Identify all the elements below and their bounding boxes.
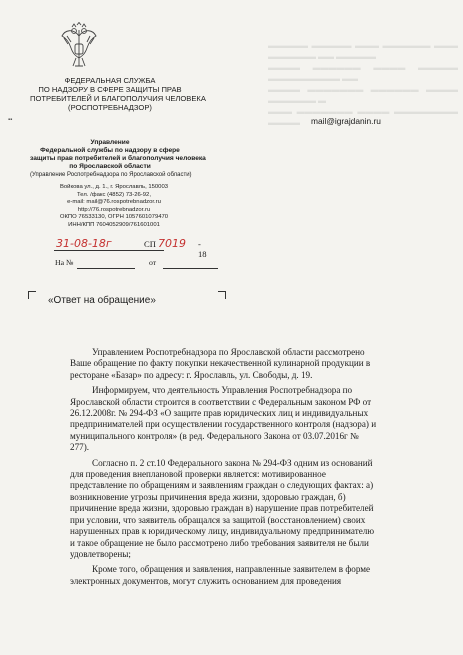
body-line: возникновение угрозы причинения вреда жизни, здоровью граждан, б) — [70, 491, 346, 502]
letter-subject: «Ответ на обращение» — [48, 295, 156, 306]
body-line: муниципального контроля» (в ред. Федерального Закона от 03.07.2016г № — [70, 430, 359, 441]
subject-bracket-right — [218, 291, 226, 299]
margin-mark: ▪▪ — [8, 117, 13, 123]
office-header — [30, 139, 206, 179]
office-header-line: защиты прав потребителей и благополучия человека — [30, 155, 206, 162]
body-line: нарушенных прав к юридическому лицу, индивидуальному предпринимателю — [70, 526, 375, 537]
body-line: предпринимателей при осуществлении государственного контроля (надзора) и — [70, 419, 377, 430]
agency-header-line: ПОТРЕБИТЕЛЕЙ И БЛАГОПОЛУЧИЯ ЧЕЛОВЕКА — [30, 94, 206, 103]
office-header-line: Управление — [90, 139, 130, 146]
office-short-name: (Управление Роспотребнадзора по Ярославской области) — [30, 172, 192, 178]
registration-suffix: - 18 — [198, 239, 207, 259]
office-header-line: Федеральной службы по надзору в сфере — [40, 147, 180, 154]
body-line: электронных документов, могут служить основанием для проведения — [70, 575, 342, 586]
registration-underline — [54, 250, 164, 251]
in-reply-to-label: На № — [55, 258, 74, 267]
agency-header — [30, 76, 206, 112]
reverse-side-show-through: ▬▬▬▬▬ ▬▬▬▬▬ ▬▬▬ ▬▬▬▬▬▬ ▬▬▬ ▬▬▬▬▬▬ ▬▬ ▬▬▬▬▬ ▬▬▬▬ ▬▬▬▬▬▬ ▬▬▬▬ ▬▬▬▬▬ ▬▬▬▬▬▬▬▬▬ ▬▬ ▬▬▬▬ ▬▬▬▬▬▬▬ ▬▬▬▬▬▬ ▬▬▬▬ ▬▬▬▬▬▬ ▬ ▬▬▬ ▬▬▬▬▬▬▬ ▬▬▬▬ ▬▬▬▬▬▬▬▬ ▬▬▬▬ — [268, 41, 458, 127]
body-line: Ярославской области строится в соответствии с Федеральным законом РФ от — [70, 396, 372, 407]
registration-date-handwritten: 31-08-18г — [56, 237, 112, 250]
body-line: Кроме того, обращения и заявления, направленные заявителем в форме — [92, 564, 371, 575]
subject-bracket-left — [28, 291, 36, 299]
outgoing-registration — [30, 237, 210, 259]
body-line: 26.12.2008г. № 294-ФЗ «О защите прав юридических лиц и индивидуальных — [70, 408, 369, 419]
office-address: Войкова ул., д. 1., г. Ярославль, 150003 — [59, 184, 169, 190]
office-okpo-ogrn: ОКПО 76533130, ОГРН 1057601079470 — [59, 214, 169, 221]
in-reply-to-date-blank — [163, 268, 218, 269]
body-line: и такое обращение не было рассмотрено либо требования заявителя не были — [70, 537, 369, 548]
body-line: Ваше обращение по факту покупки некачественной кулинарной продукции в — [70, 358, 371, 369]
body-line: Согласно п. 2 ст.10 Федерального закона № 294-ФЗ одним из оснований — [92, 457, 373, 468]
body-paragraph — [48, 564, 450, 587]
in-reply-to-number-blank — [77, 268, 135, 269]
office-header-line: по Ярославской области — [69, 163, 151, 170]
body-line: 277). — [70, 442, 90, 453]
office-phone: Тел. /факс (4852) 73-26-92, — [77, 191, 151, 198]
body-line: Управлением Роспотребнадзора по Ярославской области рассмотрено — [92, 347, 365, 357]
body-line: для проведения внеплановой проверки является: мотивированное — [70, 469, 326, 480]
body-line: при условии, что заявитель обращался за защитой (восстановлением) своих — [70, 514, 366, 525]
registration-prefix: СП — [144, 239, 156, 249]
body-line: причинение вреда жизни, здоровью граждан в) нарушение прав потребителей — [70, 503, 374, 514]
body-paragraph — [48, 458, 450, 561]
recipient-email: mail@igrajdanin.ru — [311, 116, 381, 126]
agency-header-line: ПО НАДЗОРУ В СФЕРЕ ЗАЩИТЫ ПРАВ — [38, 85, 182, 94]
agency-header-line: (РОСПОТРЕБНАДЗОР) — [68, 103, 152, 112]
office-inn-kpp: ИНН/КПП 7604052909/761601001 — [68, 221, 160, 228]
letter-body — [48, 347, 450, 591]
coat-of-arms-emblem — [59, 22, 99, 72]
body-paragraph — [48, 347, 450, 381]
office-email: e-mail: mail@76.rospotrebnadzor.ru — [67, 199, 161, 206]
body-line: ресторане «Базар» по адресу: г. Ярославль, ул. Свободы, д. 19. — [70, 369, 313, 380]
office-website: http://76.rospotrebnadzor.ru — [77, 206, 151, 213]
body-line: удовлетворены; — [70, 548, 131, 559]
body-paragraph — [48, 385, 450, 453]
registration-number-handwritten: 7019 — [158, 237, 186, 250]
in-reply-to-date-label: от — [149, 258, 157, 267]
body-line: представление по обращениям и заявлениям граждан о следующих фактах: а) — [70, 480, 374, 491]
agency-header-line: ФЕДЕРАЛЬНАЯ СЛУЖБА — [64, 76, 156, 85]
body-line: Информируем, что деятельность Управления Роспотребнадзора по — [92, 385, 353, 396]
office-contact-block — [54, 184, 174, 230]
